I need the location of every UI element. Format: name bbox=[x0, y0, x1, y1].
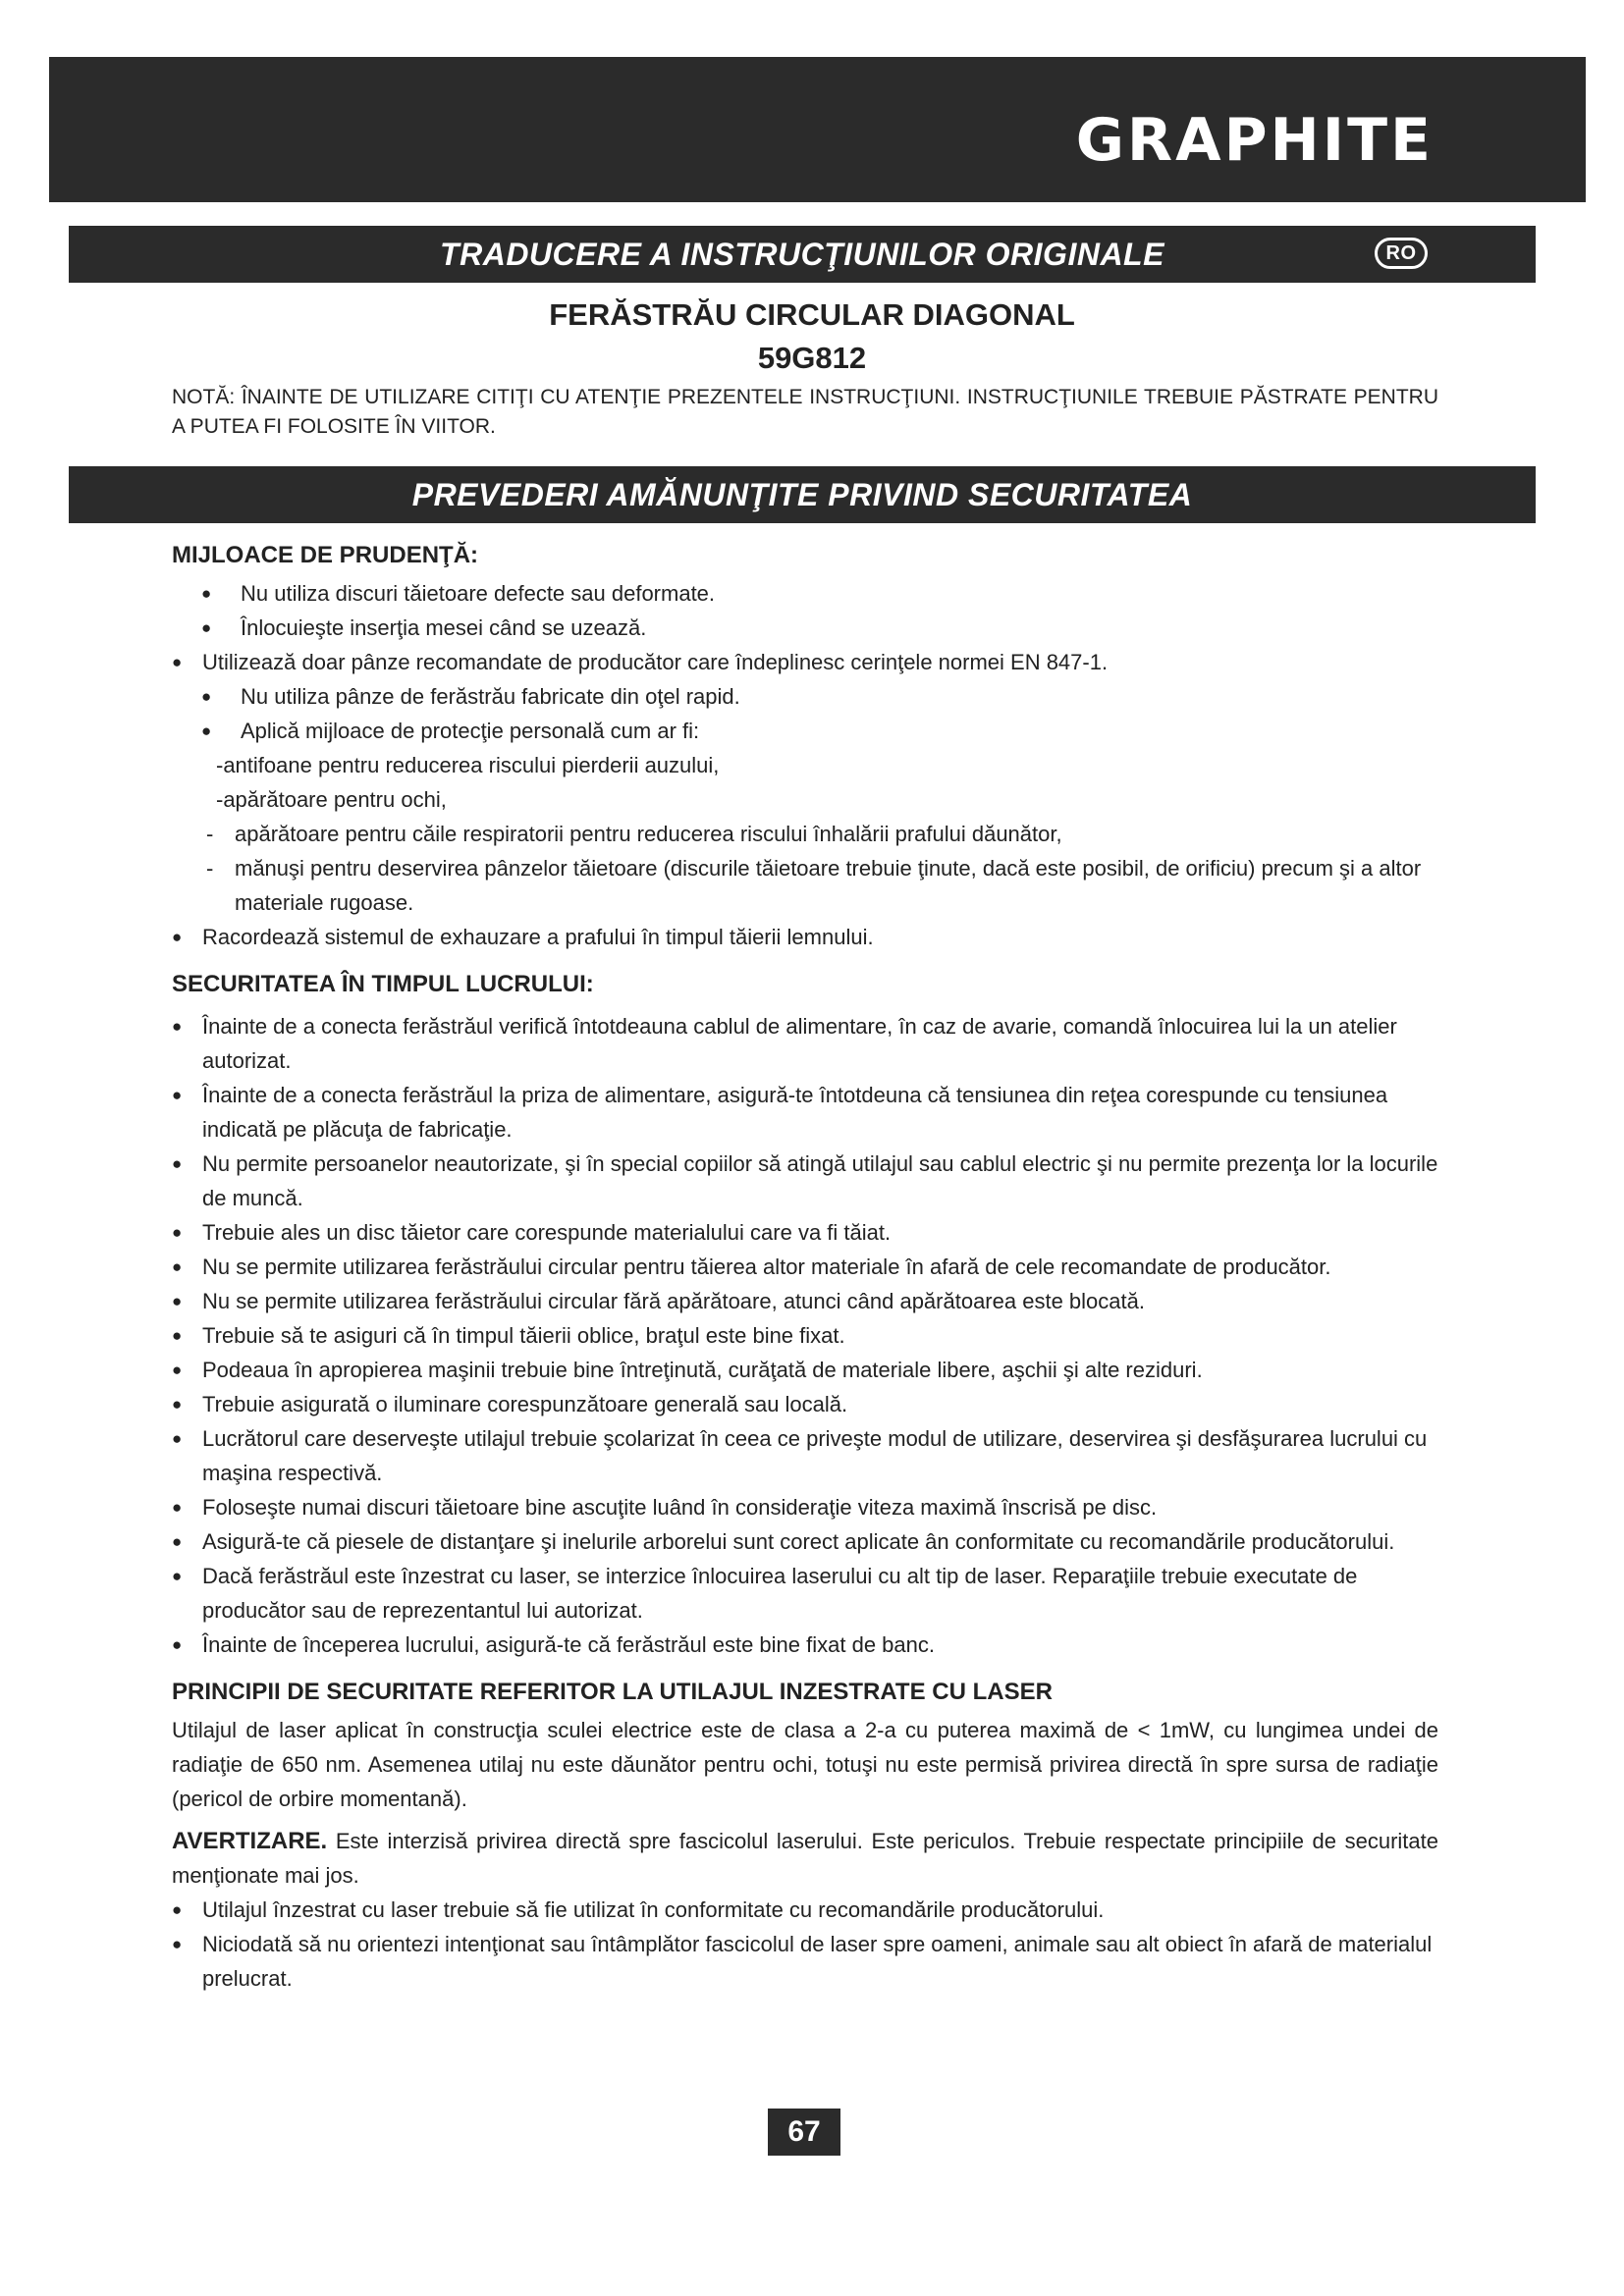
list-item: ● Nu se permite utilizarea ferăstrăului circular pentru tăierea altor materiale în afară de cele recomandate de producător. bbox=[172, 1250, 1438, 1284]
precautions-section bbox=[172, 537, 1438, 954]
list-item: ● Dacă ferăstrăul este înzestrat cu laser, se interzice înlocuirea laserului cu alt tip de laser. Reparaţiile trebuie executate de producător sau de reprezentantul lui autorizat. bbox=[172, 1559, 1438, 1628]
safety-banner bbox=[69, 466, 1536, 523]
list-item: ● Lucrătorul care deserveşte utilajul trebuie şcolarizat în ceea ce priveşte modul de utilizare, deservirea şi desfăşurarea lucrului cu maşina respectivă. bbox=[172, 1421, 1438, 1490]
page-number: 67 bbox=[768, 2109, 840, 2156]
safety-banner-title: PREVEDERI AMĂNUNŢITE PRIVIND SECURITATEA bbox=[411, 476, 1193, 512]
list-item: ● Nu permite persoanelor neautorizate, şi în special copiilor să atingă utilajul sau cablul electric şi nu permite prezenţa lor la locurile de muncă. bbox=[172, 1147, 1438, 1215]
laser-heading: PRINCIPII DE SECURITATE REFERITOR LA UTILAJUL INZESTRATE CU LASER bbox=[172, 1679, 1053, 1705]
graphite-logo: GRAPHITE bbox=[1075, 106, 1434, 175]
precautions-heading: MIJLOACE DE PRUDENŢĂ: bbox=[172, 542, 479, 568]
translation-banner bbox=[69, 226, 1536, 283]
main-content bbox=[172, 537, 1438, 1996]
translation-banner-title: TRADUCERE A INSTRUCŢIUNILOR ORIGINALE bbox=[440, 236, 1164, 272]
list-item: - mănuşi pentru deservirea pânzelor tăietoare (discurile tăietoare trebuie ţinute, dacă este posibil, de orificiu) precum şi a altor materiale rugoase. bbox=[172, 851, 1438, 920]
list-item: -antifoane pentru reducerea riscului pierderii auzului, bbox=[216, 753, 720, 777]
list-item: ● Niciodată să nu orientezi intenţionat sau întâmplător fascicolul de laser spre oameni, animale sau alt obiect în afară de materialul prelucrat. bbox=[172, 1927, 1438, 1996]
list-item: ● Înainte de a conecta ferăstrăul la priza de alimentare, asigură-te întotdeuna că tensiunea din reţea corespunde cu tensiunea indicată pe plăcuţa de fabricaţie. bbox=[172, 1078, 1438, 1147]
laser-warning bbox=[172, 1824, 1438, 1893]
list-item: -apărătoare pentru ochi, bbox=[216, 787, 447, 812]
list-item: ● Foloseşte numai discuri tăietoare bine ascuţite luând în consideraţie viteza maximă înscrisă pe disc. bbox=[172, 1490, 1438, 1524]
language-badge: RO bbox=[1375, 238, 1428, 269]
product-model: 59G812 bbox=[757, 341, 867, 375]
list-item: ● Nu utiliza discuri tăietoare defecte sau deformate. bbox=[172, 576, 1438, 611]
list-item: ● Înlocuieşte inserţia mesei când se uzează. bbox=[172, 611, 1438, 645]
list-item: ● Podeaua în apropierea maşinii trebuie bine întreţinută, curăţată de materiale libere, aşchii şi alte reziduri. bbox=[172, 1353, 1438, 1387]
list-item: ● Utilizează doar pânze recomandate de producător care îndeplinesc cerinţele normei EN 847-1. bbox=[172, 645, 1438, 679]
list-item: ● Aplică mijloace de protecţie personală cum ar fi: bbox=[172, 714, 1438, 748]
list-item: ● Trebuie să te asiguri că în timpul tăierii oblice, braţul este bine fixat. bbox=[172, 1318, 1438, 1353]
laser-paragraph: Utilajul de laser aplicat în construcţia sculei electrice este de clasa a 2-a cu puterea maximă de < 1mW, cu lungimea undei de radiaţie de 650 nm. Asemenea utilaj nu este dăunător pentru ochi, totuşi nu este permisă privirea directă în spre sursa de radiaţie (pericol de orbire momentană). bbox=[172, 1718, 1438, 1811]
warning-text: Este interzisă privirea directă spre fascicolul laserului. Este periculos. Trebuie respectate principiile de securitate menţionate mai jos. bbox=[172, 1829, 1438, 1888]
list-item: ● Utilajul înzestrat cu laser trebuie să fie utilizat în conformitate cu recomandările producătorului. bbox=[172, 1893, 1438, 1927]
list-item: - apărătoare pentru căile respiratorii pentru reducerea riscului înhalării prafului dăunător, bbox=[172, 817, 1438, 851]
work-safety-list bbox=[172, 1009, 1438, 1662]
work-safety-section bbox=[172, 966, 1438, 1662]
brand-header bbox=[49, 57, 1586, 202]
list-item: ● Racordează sistemul de exhauzare a prafului în timpul tăierii lemnului. bbox=[172, 920, 1438, 954]
list-item: ● Trebuie ales un disc tăietor care corespunde materialului care va fi tăiat. bbox=[172, 1215, 1438, 1250]
precautions-list bbox=[172, 576, 1438, 954]
list-item: ● Înainte de începerea lucrului, asigură-te că ferăstrăul este bine fixat de banc. bbox=[172, 1628, 1438, 1662]
laser-list bbox=[172, 1893, 1438, 1996]
work-safety-heading: SECURITATEA ÎN TIMPUL LUCRULUI: bbox=[172, 971, 594, 997]
product-name: FERĂSTRĂU CIRCULAR DIAGONAL bbox=[549, 297, 1075, 332]
warning-label: AVERTIZARE. bbox=[172, 1828, 328, 1854]
list-item: ● Trebuie asigurată o iluminare corespunzătoare generală sau locală. bbox=[172, 1387, 1438, 1421]
list-item: ● Înainte de a conecta ferăstrăul verifică întotdeauna cablul de alimentare, în caz de avarie, comandă înlocuirea lui la un atelier autorizat. bbox=[172, 1009, 1438, 1078]
list-item: ● Nu se permite utilizarea ferăstrăului circular fără apărătoare, atunci când apărătoarea este blocată. bbox=[172, 1284, 1438, 1318]
notice-text: NOTĂ: ÎNAINTE DE UTILIZARE CITIŢI CU ATENŢIE PREZENTELE INSTRUCŢIUNI. INSTRUCŢIUNILE TREBUIE PĂSTRATE PENTRU A PUTEA FI FOLOSITE ÎN VIITOR. bbox=[172, 386, 1438, 438]
list-item: ● Nu utiliza pânze de ferăstrău fabricate din oţel rapid. bbox=[172, 679, 1438, 714]
laser-section bbox=[172, 1674, 1438, 1996]
list-item: ● Asigură-te că piesele de distanţare şi inelurile arborelui sunt corect aplicate ân conformitate cu recomandările producătorului. bbox=[172, 1524, 1438, 1559]
